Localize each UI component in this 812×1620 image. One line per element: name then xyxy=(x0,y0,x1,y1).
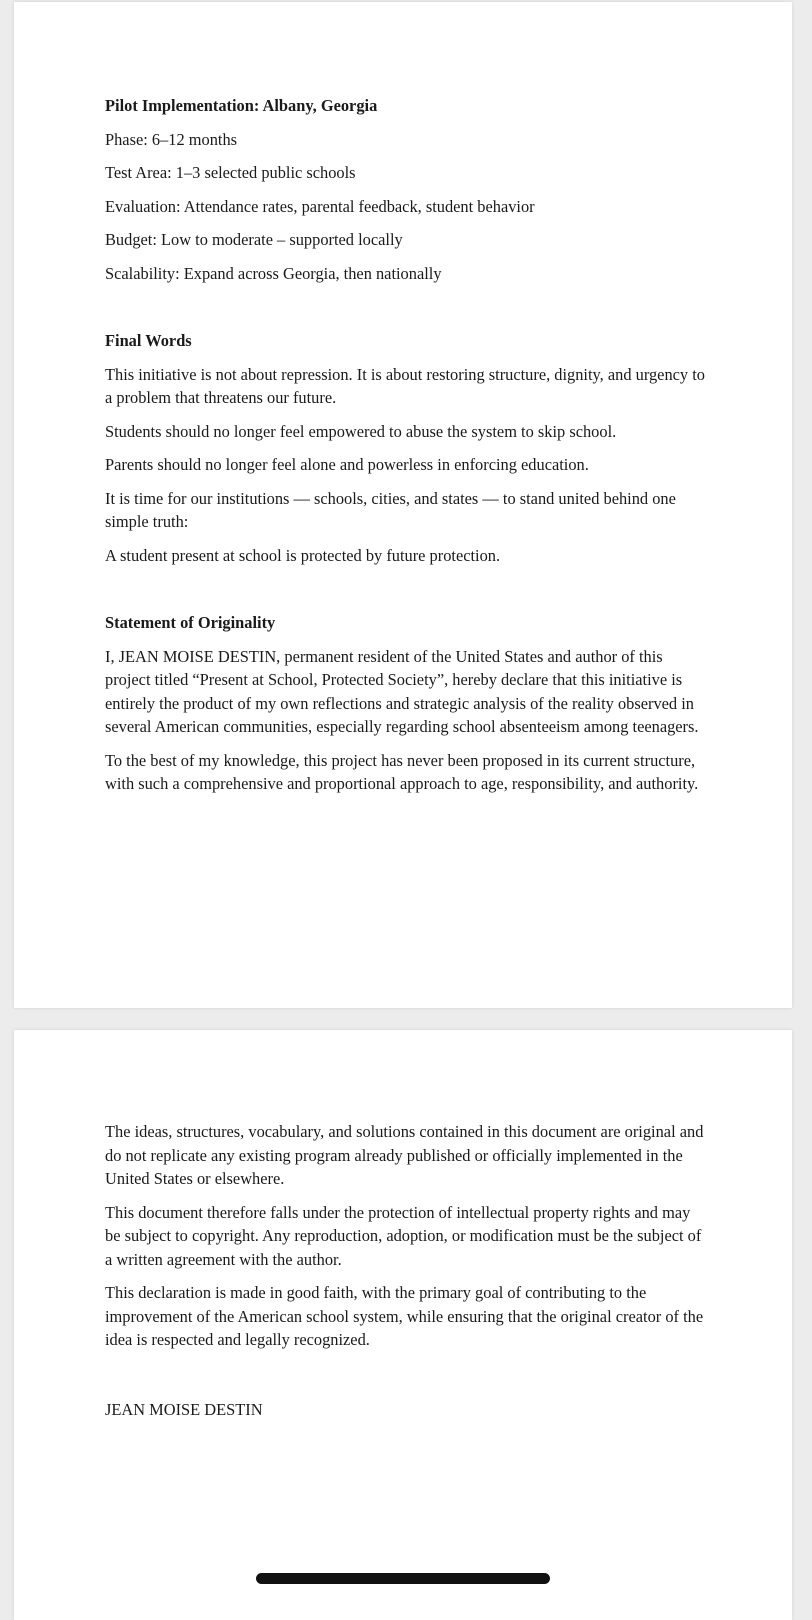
pilot-implementation-section xyxy=(105,94,705,285)
pilot-phase: Phase: 6–12 months xyxy=(105,129,238,149)
statement-of-originality-heading: Statement of Originality xyxy=(105,613,276,632)
final-words-paragraph: It is time for our institutions — schools, cities, and states — to stand united behind one simple truth: xyxy=(105,488,676,531)
document-page-1 xyxy=(14,2,792,1008)
page-1-content xyxy=(105,94,705,806)
final-words-paragraph: Students should no longer feel empowered to abuse the system to skip school. xyxy=(105,421,617,441)
page-2-content xyxy=(105,1120,705,1431)
home-indicator-bar[interactable] xyxy=(256,1573,550,1584)
final-words-section xyxy=(105,329,705,567)
final-words-paragraph: A student present at school is protected by future protection. xyxy=(105,545,501,565)
section-spacer xyxy=(105,577,705,611)
final-words-paragraph: Parents should no longer feel alone and powerless in enforcing education. xyxy=(105,455,589,474)
originality-paragraph: To the best of my knowledge, this project has never been proposed in its current structure, with such a comprehensive and proportional approach to age, responsibility, and authority. xyxy=(105,750,699,793)
statement-of-originality-section xyxy=(105,611,705,796)
pilot-evaluation: Evaluation: Attendance rates, parental feedback, student behavior xyxy=(105,196,535,216)
document-page-2 xyxy=(14,1030,792,1620)
pilot-implementation-heading: Pilot Implementation: Albany, Georgia xyxy=(105,96,378,115)
pilot-test-area: Test Area: 1–3 selected public schools xyxy=(105,163,356,182)
declaration-paragraph: The ideas, structures, vocabulary, and solutions contained in this document are original and do not replicate any existing program already published or officially implemented in the United States or elsewhere. xyxy=(105,1122,704,1188)
pilot-scalability: Scalability: Expand across Georgia, then nationally xyxy=(105,263,442,283)
author-signature: JEAN MOISE DESTIN xyxy=(105,1399,263,1419)
final-words-paragraph: This initiative is not about repression. It is about restoring structure, dignity, and urgency to a problem that threatens our future. xyxy=(105,364,705,407)
pilot-budget: Budget: Low to moderate – supported locally xyxy=(105,230,403,249)
originality-paragraph: I, JEAN MOISE DESTIN, permanent resident of the United States and author of this project titled “Present at School, Protected Society”, hereby declare that this initiative is entirely the product of my own reflections and strategic analysis of the reality observed in several American communities, especially regarding school absenteeism among teenagers. xyxy=(105,646,699,736)
section-spacer xyxy=(105,295,705,329)
declaration-paragraph: This document therefore falls under the protection of intellectual property rights and may be subject to copyright. Any reproduction, adoption, or modification must be the subject of a written agreement with the author. xyxy=(105,1202,702,1269)
final-words-heading: Final Words xyxy=(105,331,192,350)
declaration-paragraph: This declaration is made in good faith, with the primary goal of contributing to the improvement of the American school system, while ensuring that the original creator of the idea is respected and legally recognized. xyxy=(105,1283,704,1349)
